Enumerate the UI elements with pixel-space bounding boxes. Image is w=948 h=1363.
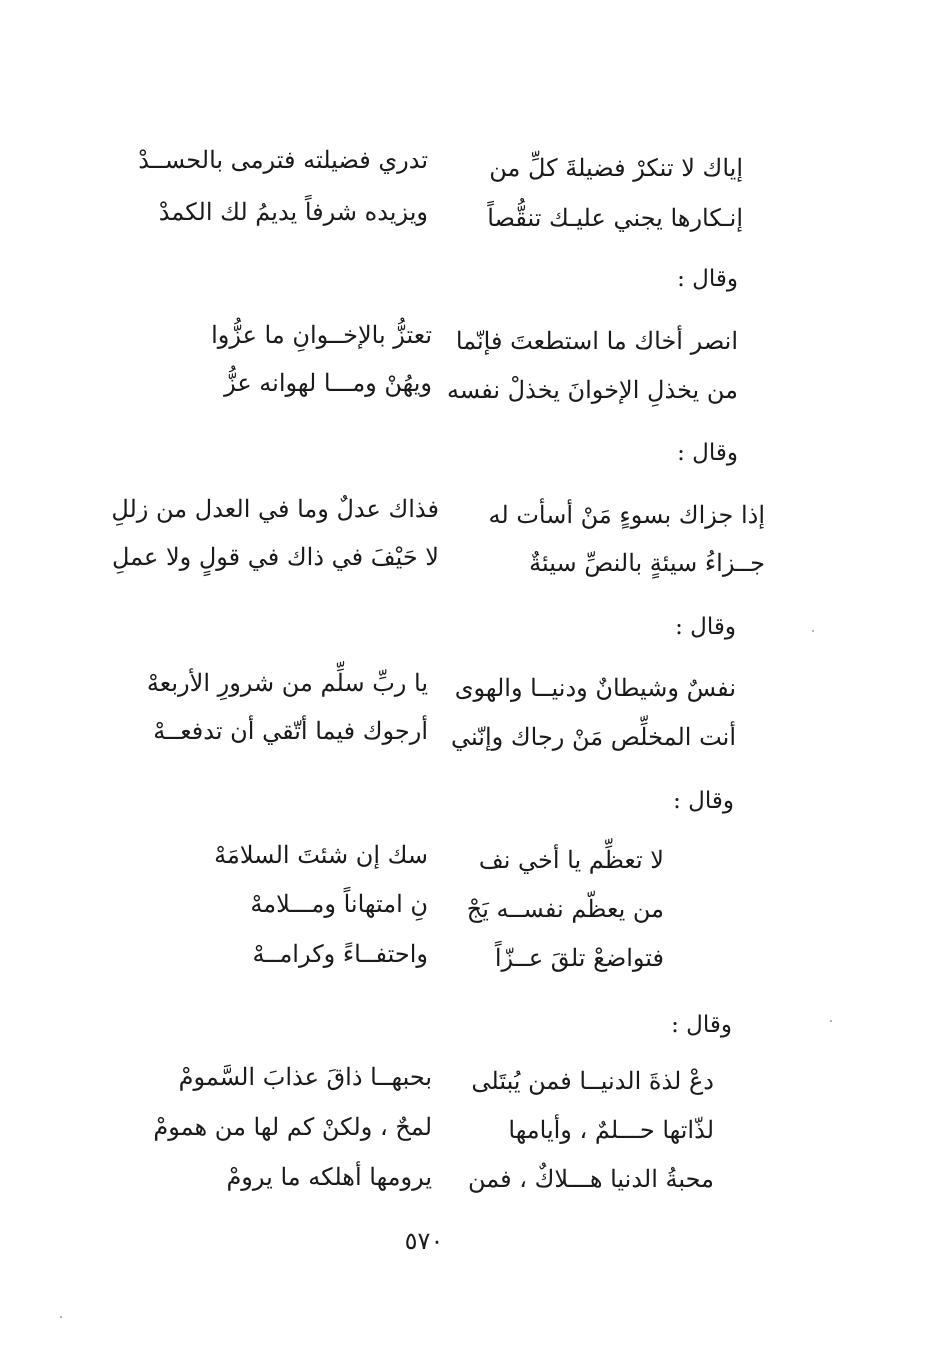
verse-hemistich-left: فذاك عدلٌ وما في العدل من زللِ [111,495,439,523]
verse-hemistich-right: إنـكارها يجني عليـك تنقُّصاً [487,204,743,232]
verse-hemistich-left: ويزيده شرفاً يديمُ لك الكمدْ [158,198,428,226]
verse-hemistich-right: لا تعظِّم يا أخي نف [478,846,664,874]
verse-hemistich-right: إياك لا تنكرْ فضيلةَ كلِّ من [489,154,743,182]
verse-hemistich-left: واحتفــاءً وكرامــهْ [252,940,428,968]
verse-hemistich-right: لذّاتها حـــلمٌ ، وأيامها [508,1116,714,1144]
verse-hemistich-left: تدري فضيلته فترمى بالحســدْ [138,146,428,174]
verse-hemistich-right: نفسٌ وشيطانٌ ودنيــا والهوى [454,674,736,702]
verse-hemistich-left: يا ربِّ سلِّم من شرورِ الأربعهْ [146,669,428,697]
verse-hemistich-right: انصر أخاك ما استطعتَ فإنّما [455,327,738,355]
verse-hemistich-right: إذا جزاك بسوءٍ مَنْ أسأت له [488,501,765,529]
section-heading-said: وقال : [677,440,738,466]
verse-hemistich-right: من يعظّم نفســه يَجْ [466,895,664,923]
verse-hemistich-right: فتواضعْ تلقَ عــزّاً [494,944,664,972]
section-heading-said: وقال : [671,1012,732,1038]
section-heading-said: وقال : [675,614,736,640]
verse-hemistich-left: بحبهــا ذاقَ عذابَ السَّمومْ [178,1063,432,1091]
verse-hemistich-right: من يخذلِ الإخوانَ يخذلْ نفسه [446,376,738,404]
verse-hemistich-left: ويهُنْ ومـــا لهوانه عزُّ [224,369,432,397]
page-number: ٥٧٠ [404,1227,444,1255]
verse-hemistich-left: نِ امتهاناً ومـــلامهْ [250,890,428,918]
section-heading-said: وقال : [677,266,738,292]
verse-hemistich-left: أرجوك فيما أتّقي أن تدفعــهْ [153,717,428,745]
verse-hemistich-left: لمحٌ ، ولكنْ كم لها من همومْ [153,1113,432,1141]
verse-hemistich-right: دعْ لذةَ الدنيــا فمن يُبتَلى [471,1067,714,1095]
scan-speck [812,630,814,632]
verse-hemistich-right: أنت المخلِّص مَنْ رجاك وإنّني [451,723,736,751]
scan-speck [60,1316,62,1318]
section-heading-said: وقال : [673,788,734,814]
verse-hemistich-right: محبةُ الدنيا هـــلاكٌ ، فمن [468,1165,714,1193]
scan-speck [830,1020,832,1022]
verse-hemistich-left: لا حَيْفَ في ذاك في قولٍ ولا عملِ [111,543,439,571]
verse-hemistich-left: تعتزُّ بالإخــوانِ ما عزُّوا [211,321,432,349]
verse-hemistich-left: يرومها أهلكه ما يرومْ [226,1163,432,1191]
verse-hemistich-left: سك إن شئتَ السلامَهْ [214,841,428,869]
verse-hemistich-right: جــزاءُ سيئةٍ بالنصِّ سيئةٌ [529,549,765,577]
